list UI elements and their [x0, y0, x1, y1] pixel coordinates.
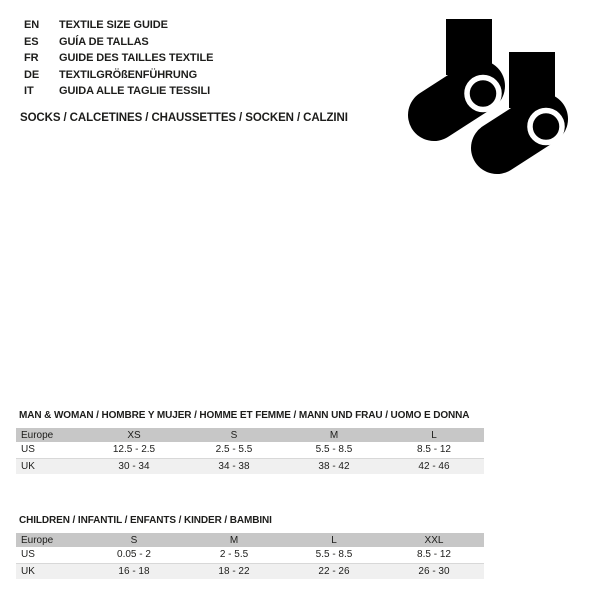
- column-header: S: [84, 533, 184, 547]
- size-cell: 8.5 - 12: [384, 547, 484, 563]
- language-code: DE: [24, 68, 40, 81]
- column-header: Europe: [16, 533, 84, 547]
- size-cell: 42 - 46: [418, 460, 450, 472]
- size-table: [16, 428, 484, 474]
- size-cell: 30 - 34: [118, 460, 150, 472]
- row-label: US: [16, 547, 84, 563]
- language-row-es: [24, 34, 213, 51]
- size-cell: 5.5 - 8.5: [284, 547, 384, 563]
- language-label: GUÍA DE TALLAS: [59, 35, 149, 48]
- size-cell: 2.5 - 5.5: [184, 442, 284, 458]
- size-cell: 34 - 38: [218, 460, 250, 472]
- row-label: UK: [21, 565, 35, 577]
- language-code: FR: [24, 52, 39, 64]
- size-table-children: [16, 533, 484, 579]
- column-header: S: [184, 428, 284, 442]
- size-cell: 26 - 30: [418, 565, 450, 577]
- table-row: [16, 547, 484, 563]
- size-cell: 38 - 42: [318, 460, 350, 472]
- size-cell: 22 - 26: [318, 565, 350, 577]
- column-header: XS: [84, 428, 184, 442]
- table-header-row: [16, 428, 484, 442]
- category-title: SOCKS / CALCETINES / CHAUSSETTES / SOCKEN / CALZINI: [20, 112, 348, 124]
- table-title-man-woman: MAN & WOMAN / HOMBRE Y MUJER / HOMME ET FEMME / MANN UND FRAU / UOMO E DONNA: [19, 410, 470, 421]
- language-code: IT: [24, 85, 34, 97]
- language-row-de: [24, 67, 213, 84]
- table-row: [16, 563, 484, 579]
- sock-left: [434, 19, 499, 115]
- column-header: L: [384, 428, 484, 442]
- language-code: EN: [24, 19, 40, 31]
- column-header: L: [284, 533, 384, 547]
- sock-right: [497, 52, 562, 148]
- language-code: ES: [24, 35, 39, 48]
- size-table-man-woman: [16, 428, 484, 474]
- language-label: TEXTILE SIZE GUIDE: [59, 19, 168, 31]
- size-cell: 12.5 - 2.5: [84, 442, 184, 458]
- size-cell: 0.05 - 2: [84, 547, 184, 563]
- language-row-it: [24, 83, 213, 100]
- size-cell: 2 - 5.5: [184, 547, 284, 563]
- language-row-fr: [24, 50, 213, 67]
- table-row: [16, 442, 484, 458]
- row-label: UK: [21, 460, 35, 472]
- column-header: Europe: [16, 428, 84, 442]
- column-header: M: [284, 428, 384, 442]
- size-cell: 18 - 22: [218, 565, 250, 577]
- size-cell: 16 - 18: [118, 565, 150, 577]
- table-header-row: [16, 533, 484, 547]
- column-header: XXL: [384, 533, 484, 547]
- language-label: TEXTILGRÖßENFÜHRUNG: [59, 68, 198, 81]
- language-row-en: [24, 17, 213, 34]
- row-label: US: [16, 442, 84, 458]
- size-table: [16, 533, 484, 579]
- language-label: GUIDE DES TAILLES TEXTILE: [59, 52, 214, 64]
- language-guide-list: [24, 17, 213, 100]
- size-cell: 5.5 - 8.5: [284, 442, 384, 458]
- table-row: [16, 458, 484, 474]
- table-title-children: CHILDREN / INFANTIL / ENFANTS / KINDER / BAMBINI: [19, 515, 272, 526]
- size-cell: 8.5 - 12: [384, 442, 484, 458]
- column-header: M: [184, 533, 284, 547]
- socks-icon: [403, 14, 568, 184]
- language-label: GUIDA ALLE TAGLIE TESSILI: [59, 85, 211, 97]
